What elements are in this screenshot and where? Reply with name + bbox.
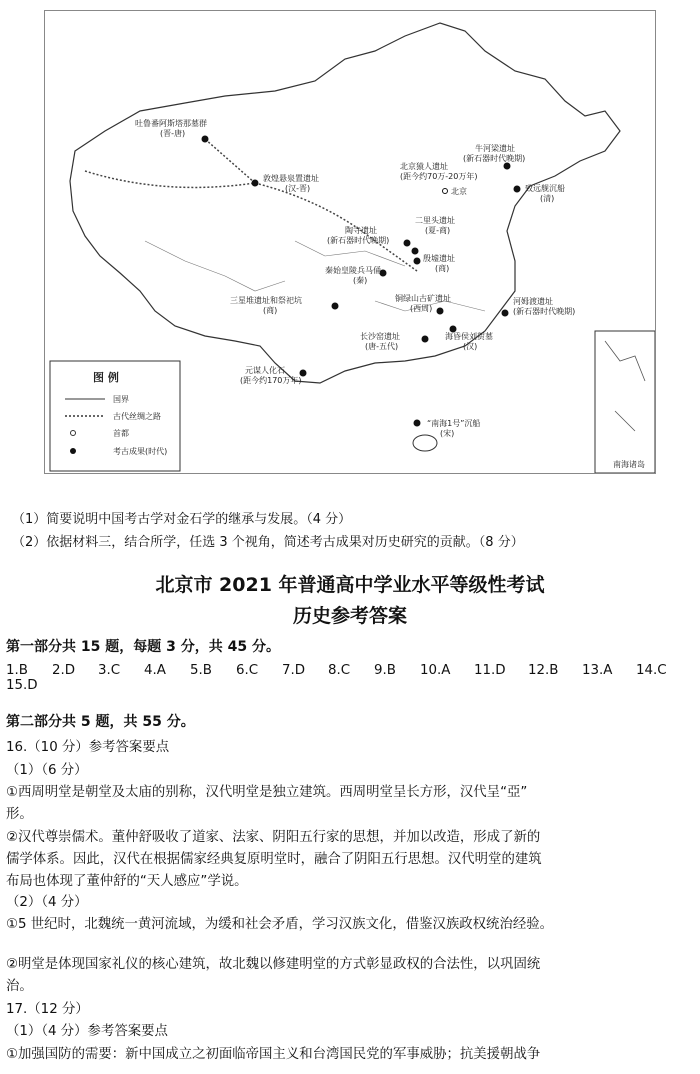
inset-label: 南海诸岛 xyxy=(613,460,645,469)
answer-item: 9.B xyxy=(374,663,396,678)
answer-line: 17.（12 分） xyxy=(6,1002,89,1017)
answer-item: 11.D xyxy=(474,663,506,678)
answer-item: 4.A xyxy=(144,663,166,678)
archaeology-map xyxy=(44,10,656,474)
legend-border: 国界 xyxy=(113,395,129,404)
svg-text:(距今约170万年): (距今约170万年) xyxy=(240,376,302,385)
svg-text:(西周): (西周) xyxy=(410,304,433,313)
svg-text:北京: 北京 xyxy=(451,187,467,196)
china-outline xyxy=(70,23,620,383)
answer-line: （2）（4 分） xyxy=(6,895,88,910)
legend-silk-road: 古代丝绸之路 xyxy=(113,412,161,421)
svg-text:二里头遗址: 二里头遗址 xyxy=(415,216,455,225)
svg-text:(宋): (宋) xyxy=(440,429,455,438)
question-1: （1）简要说明中国考古学对金石学的继承与发展。（4 分） xyxy=(12,512,352,527)
svg-text:元谋人化石: 元谋人化石 xyxy=(245,366,285,375)
svg-text:致远舰沉船: 致远舰沉船 xyxy=(525,184,565,193)
answer-item: 10.A xyxy=(420,663,451,678)
question-2: （2）依据材料三，结合所学，任选 3 个视角，简述考古成果对历史研究的贡献。（8 分） xyxy=(12,535,524,550)
svg-text:海昏侯刘贺墓: 海昏侯刘贺墓 xyxy=(445,332,493,341)
svg-text:(商): (商) xyxy=(435,264,450,273)
svg-text:敦煌悬泉置遗址: 敦煌悬泉置遗址 xyxy=(263,174,319,183)
svg-text:秦始皇陵兵马俑: 秦始皇陵兵马俑 xyxy=(325,266,381,275)
answer-line: 16.（10 分）参考答案要点 xyxy=(6,740,170,755)
answer-key xyxy=(6,663,696,693)
answer-item: 12.B xyxy=(528,663,559,678)
svg-text:铜绿山古矿遗址: 铜绿山古矿遗址 xyxy=(395,294,451,303)
svg-text:吐鲁番阿斯塔那墓群: 吐鲁番阿斯塔那墓群 xyxy=(135,119,207,128)
answer-item: 7.D xyxy=(282,663,306,678)
svg-text:(新石器时代晚期): (新石器时代晚期) xyxy=(513,307,576,316)
answer-line: ②汉代尊崇儒术。董仲舒吸收了道家、法家、阴阳五行家的思想，并加以改造，形成了新的 xyxy=(6,830,541,845)
svg-text:(晋-唐): (晋-唐) xyxy=(160,129,186,138)
answer-line: 形。 xyxy=(6,807,33,822)
svg-text:(夏-商): (夏-商) xyxy=(425,226,451,235)
svg-text:(秦): (秦) xyxy=(353,276,368,285)
legend-capital: 首都 xyxy=(113,429,129,438)
answer-item: 14.C xyxy=(636,663,667,678)
legend-title: 图 例 xyxy=(93,371,119,384)
answer-line: 儒学体系。因此，汉代在根据儒家经典复原明堂时，融合了阴阳五行思想。汉代明堂的建筑 xyxy=(6,852,542,867)
part2-heading: 第二部分共 5 题，共 55 分。 xyxy=(6,714,195,730)
answer-line: （1）（4 分）参考答案要点 xyxy=(6,1024,168,1039)
svg-text:三星堆遗址和祭祀坑: 三星堆遗址和祭祀坑 xyxy=(230,296,302,305)
svg-text:北京猿人遗址: 北京猿人遗址 xyxy=(400,162,448,171)
answer-line: 布局也体现了董仲舒的“天人感应”学说。 xyxy=(6,874,248,889)
svg-text:(新石器时代晚期): (新石器时代晚期) xyxy=(463,154,526,163)
part1-heading: 第一部分共 15 题，每题 3 分，共 45 分。 xyxy=(6,639,280,655)
svg-text:(新石器时代晚期): (新石器时代晚期) xyxy=(327,236,390,245)
svg-text:牛河梁遗址: 牛河梁遗址 xyxy=(475,144,515,153)
answer-item: 2.D xyxy=(52,663,76,678)
svg-text:(汉-晋): (汉-晋) xyxy=(285,184,311,193)
answer-item: 15.D xyxy=(6,678,38,693)
answer-item: 1.B xyxy=(6,663,28,678)
svg-text:(清): (清) xyxy=(540,194,555,203)
svg-text:长沙窑遗址: 长沙窑遗址 xyxy=(360,332,400,341)
svg-text:(唐-五代): (唐-五代) xyxy=(365,342,399,351)
answer-line: ②明堂是体现国家礼仪的核心建筑，故北魏以修建明堂的方式彰显政权的合法性，以巩固统 xyxy=(6,957,541,972)
answer-line: 治。 xyxy=(6,979,33,994)
answer-item: 13.A xyxy=(582,663,613,678)
page-subtitle: 历史参考答案 xyxy=(292,605,407,627)
answer-line: ①加强国防的需要：新中国成立之初面临帝国主义和台湾国民党的军事威胁；抗美援朝战争 xyxy=(6,1047,541,1062)
svg-text:(距今约70万-20万年): (距今约70万-20万年) xyxy=(400,172,478,181)
svg-text:“南海1号”沉船: “南海1号”沉船 xyxy=(427,419,481,428)
answer-line: （1）（6 分） xyxy=(6,763,88,778)
legend-finding: 考古成果(时代) xyxy=(113,447,168,456)
svg-text:陶寺遗址: 陶寺遗址 xyxy=(345,226,377,235)
svg-text:(商): (商) xyxy=(263,306,278,315)
page-title: 北京市 2021 年普通高中学业水平等级性考试 xyxy=(155,574,545,596)
answer-item: 8.C xyxy=(328,663,351,678)
svg-text:殷墟遗址: 殷墟遗址 xyxy=(423,254,455,263)
answer-line: ①5 世纪时，北魏统一黄河流域，为缓和社会矛盾，学习汉族文化，借鉴汉族政权统治经验。 xyxy=(6,917,554,932)
answer-item: 6.C xyxy=(236,663,259,678)
answer-line: ①西周明堂是朝堂及太庙的别称，汉代明堂是独立建筑。西周明堂呈长方形，汉代呈“亞” xyxy=(6,785,528,800)
answer-item: 3.C xyxy=(98,663,121,678)
site-markers xyxy=(135,118,575,438)
svg-text:(汉): (汉) xyxy=(463,342,478,351)
answer-item: 5.B xyxy=(190,663,212,678)
silk-road-line xyxy=(85,139,417,271)
svg-text:河姆渡遗址: 河姆渡遗址 xyxy=(513,297,553,306)
